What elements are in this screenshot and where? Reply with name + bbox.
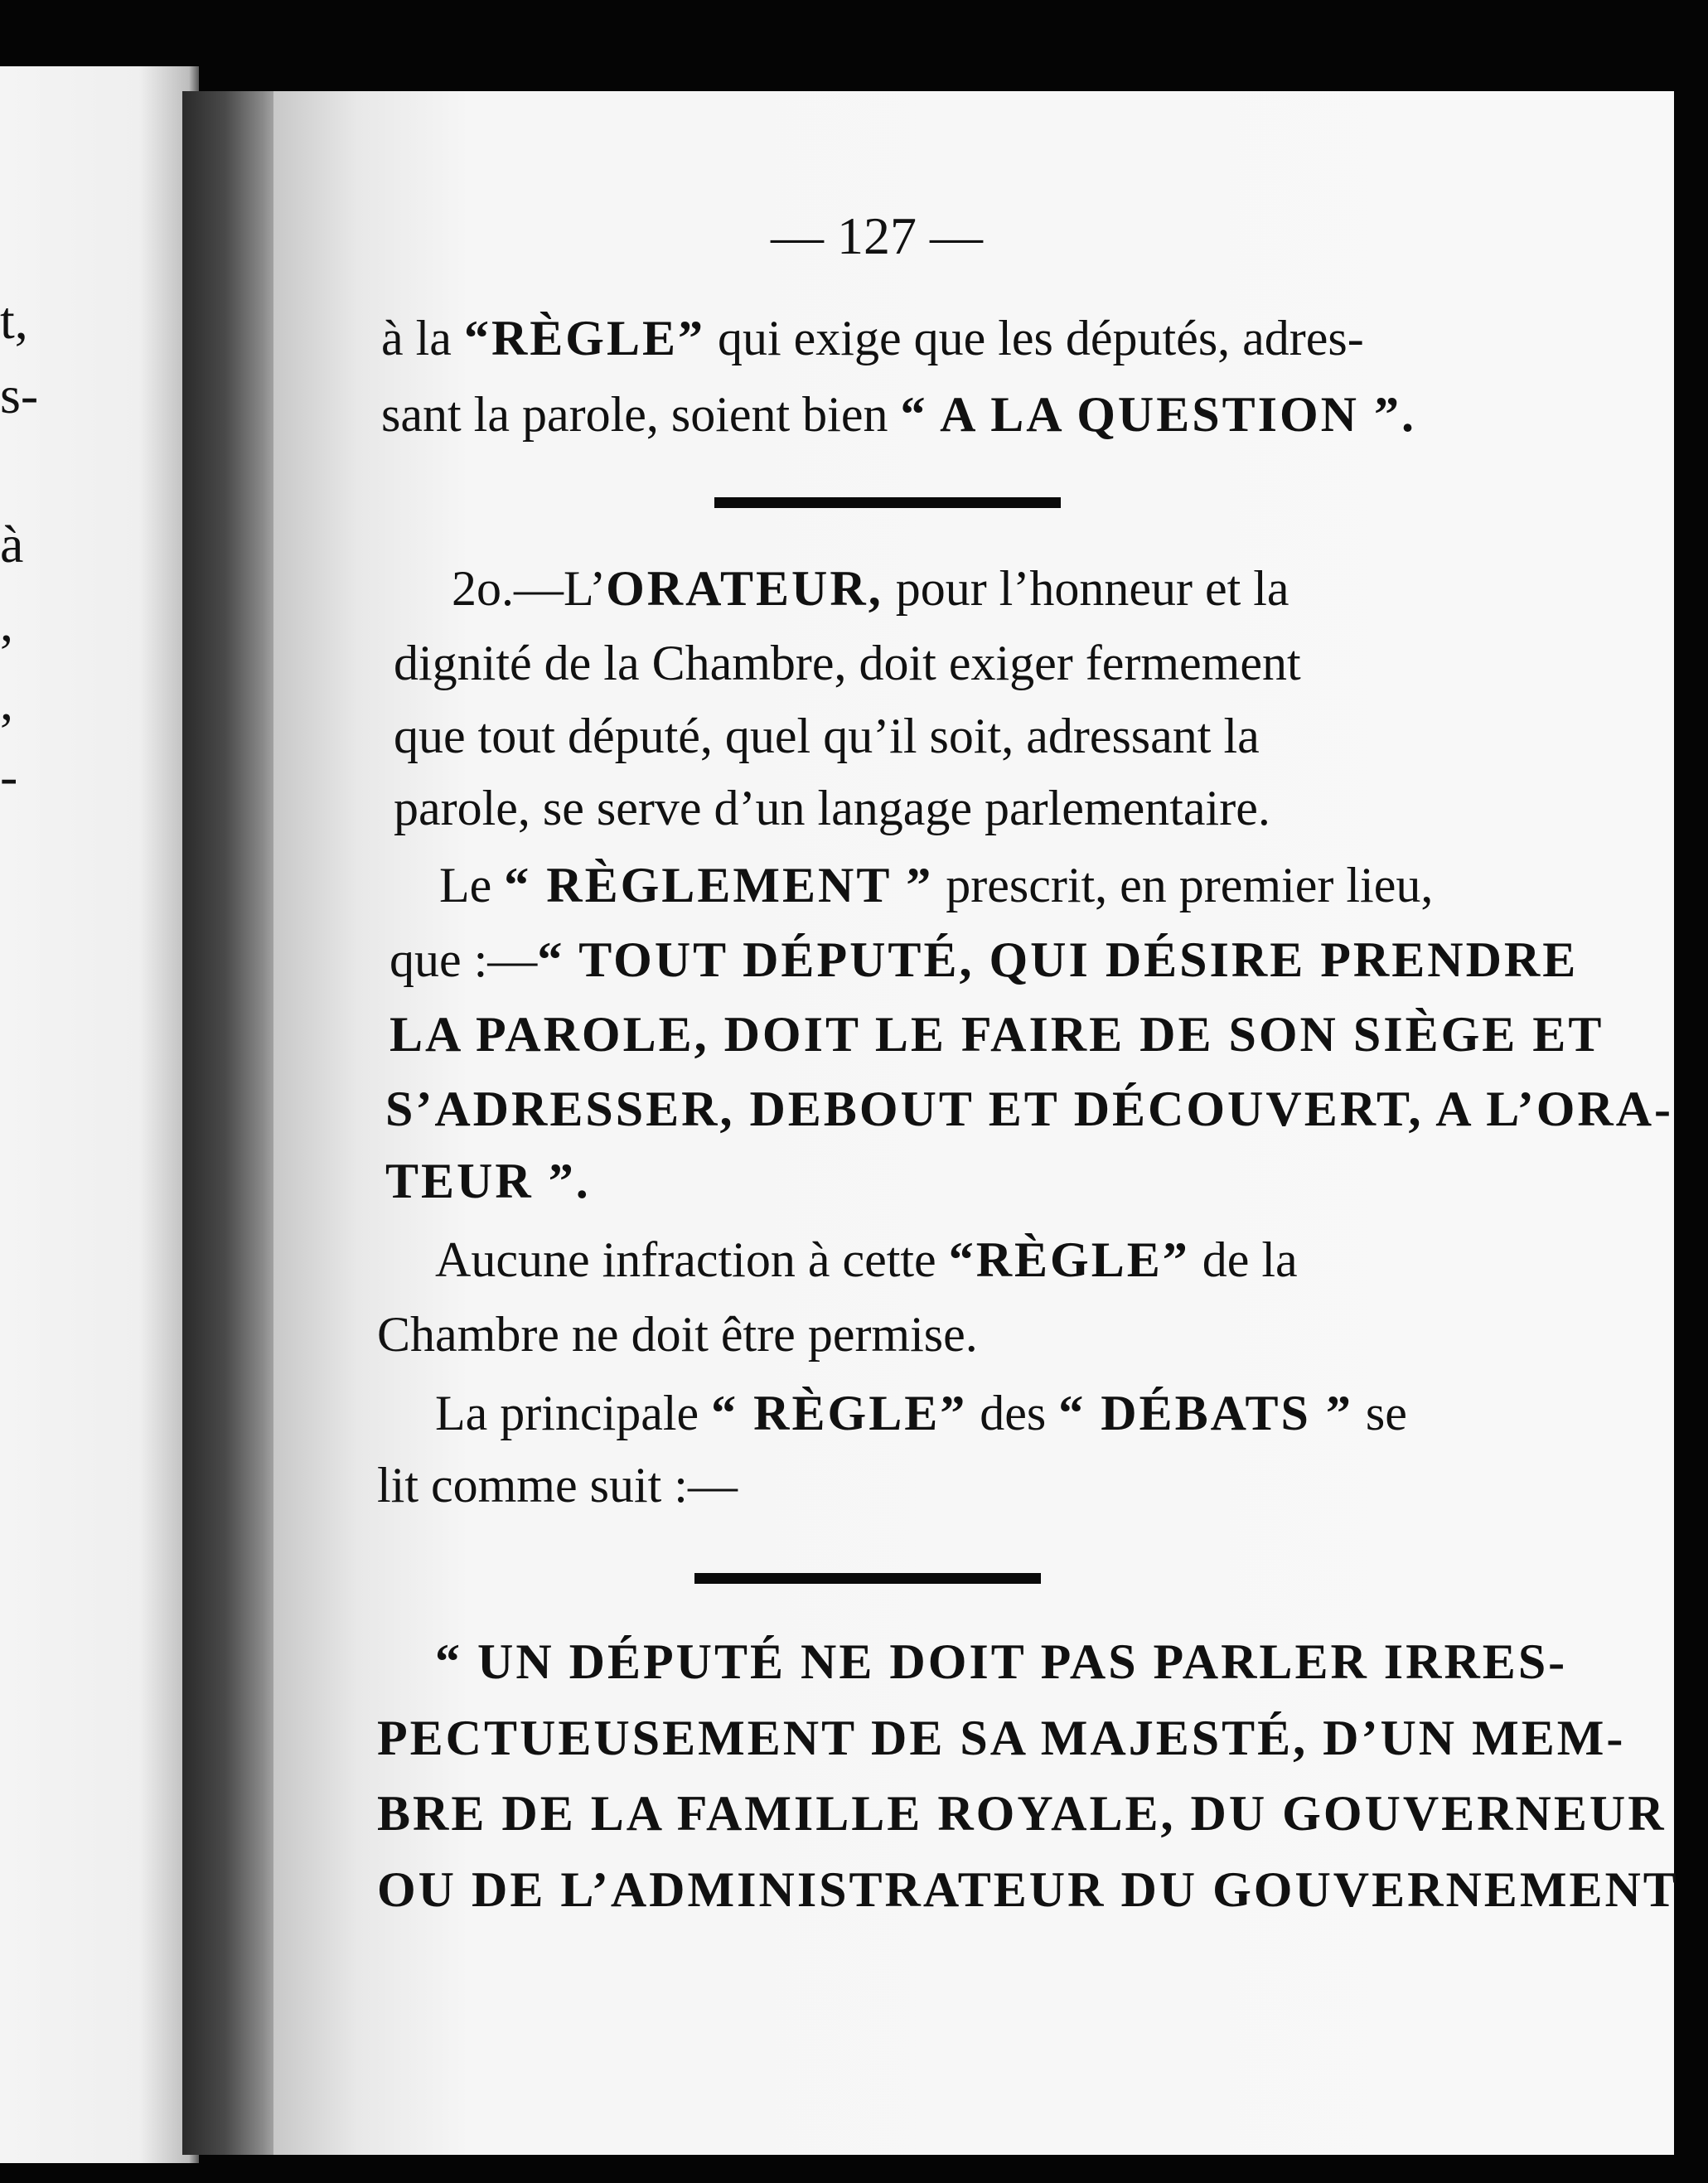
left-page-fragment: , bbox=[0, 593, 13, 652]
text-line: lit comme suit :— bbox=[377, 1458, 738, 1513]
text-line: sant la parole, soient bien “ A LA QUESTION ”. bbox=[381, 387, 1416, 442]
text-line: TEUR ”. bbox=[385, 1154, 591, 1208]
text-line: Aucune infraction à cette “RÈGLE” de la bbox=[435, 1232, 1298, 1287]
left-page-fragment: t, bbox=[0, 291, 28, 350]
text-line: à la “RÈGLE” qui exige que les députés, adres- bbox=[381, 311, 1364, 365]
text-line: LA PAROLE, DOIT LE FAIRE DE SON SIÈGE ET bbox=[390, 1007, 1604, 1062]
left-page-fragment: à bbox=[0, 515, 24, 574]
quote-line: “ UN DÉPUTÉ NE DOIT PAS PARLER IRRES- bbox=[435, 1634, 1568, 1689]
quote-line: OU DE L’ADMINISTRATEUR DU GOUVERNEMENT bbox=[377, 1862, 1679, 1917]
text-line: que tout député, quel qu’il soit, adressant la bbox=[394, 709, 1260, 763]
section-divider bbox=[694, 1573, 1041, 1584]
page-number: — 127 — bbox=[771, 206, 983, 265]
text-line: Le “ RÈGLEMENT ” prescrit, en premier lieu, bbox=[439, 858, 1434, 912]
quote-line: BRE DE LA FAMILLE ROYALE, DU GOUVERNEUR bbox=[377, 1786, 1667, 1841]
text-line: La principale “ RÈGLE” des “ DÉBATS ” se bbox=[435, 1386, 1407, 1440]
left-page-fragment: - bbox=[0, 747, 18, 806]
text-line: que :—“ TOUT DÉPUTÉ, QUI DÉSIRE PRENDRE bbox=[390, 932, 1579, 987]
text-line: parole, se serve d’un langage parlementaire. bbox=[394, 781, 1270, 835]
left-page-fragment: s- bbox=[0, 365, 39, 424]
quote-line: PECTUEUSEMENT DE SA MAJESTÉ, D’UN MEM- bbox=[377, 1711, 1626, 1765]
section-divider bbox=[714, 497, 1061, 508]
text-line: Chambre ne doit être permise. bbox=[377, 1307, 978, 1362]
left-page-fragment: , bbox=[0, 672, 13, 731]
text-line: dignité de la Chambre, doit exiger fermement bbox=[394, 636, 1301, 690]
text-line: S’ADRESSER, DEBOUT ET DÉCOUVERT, A L’ORA- bbox=[385, 1082, 1674, 1136]
text-line: 2o.—L’ORATEUR, pour l’honneur et la bbox=[452, 561, 1289, 616]
